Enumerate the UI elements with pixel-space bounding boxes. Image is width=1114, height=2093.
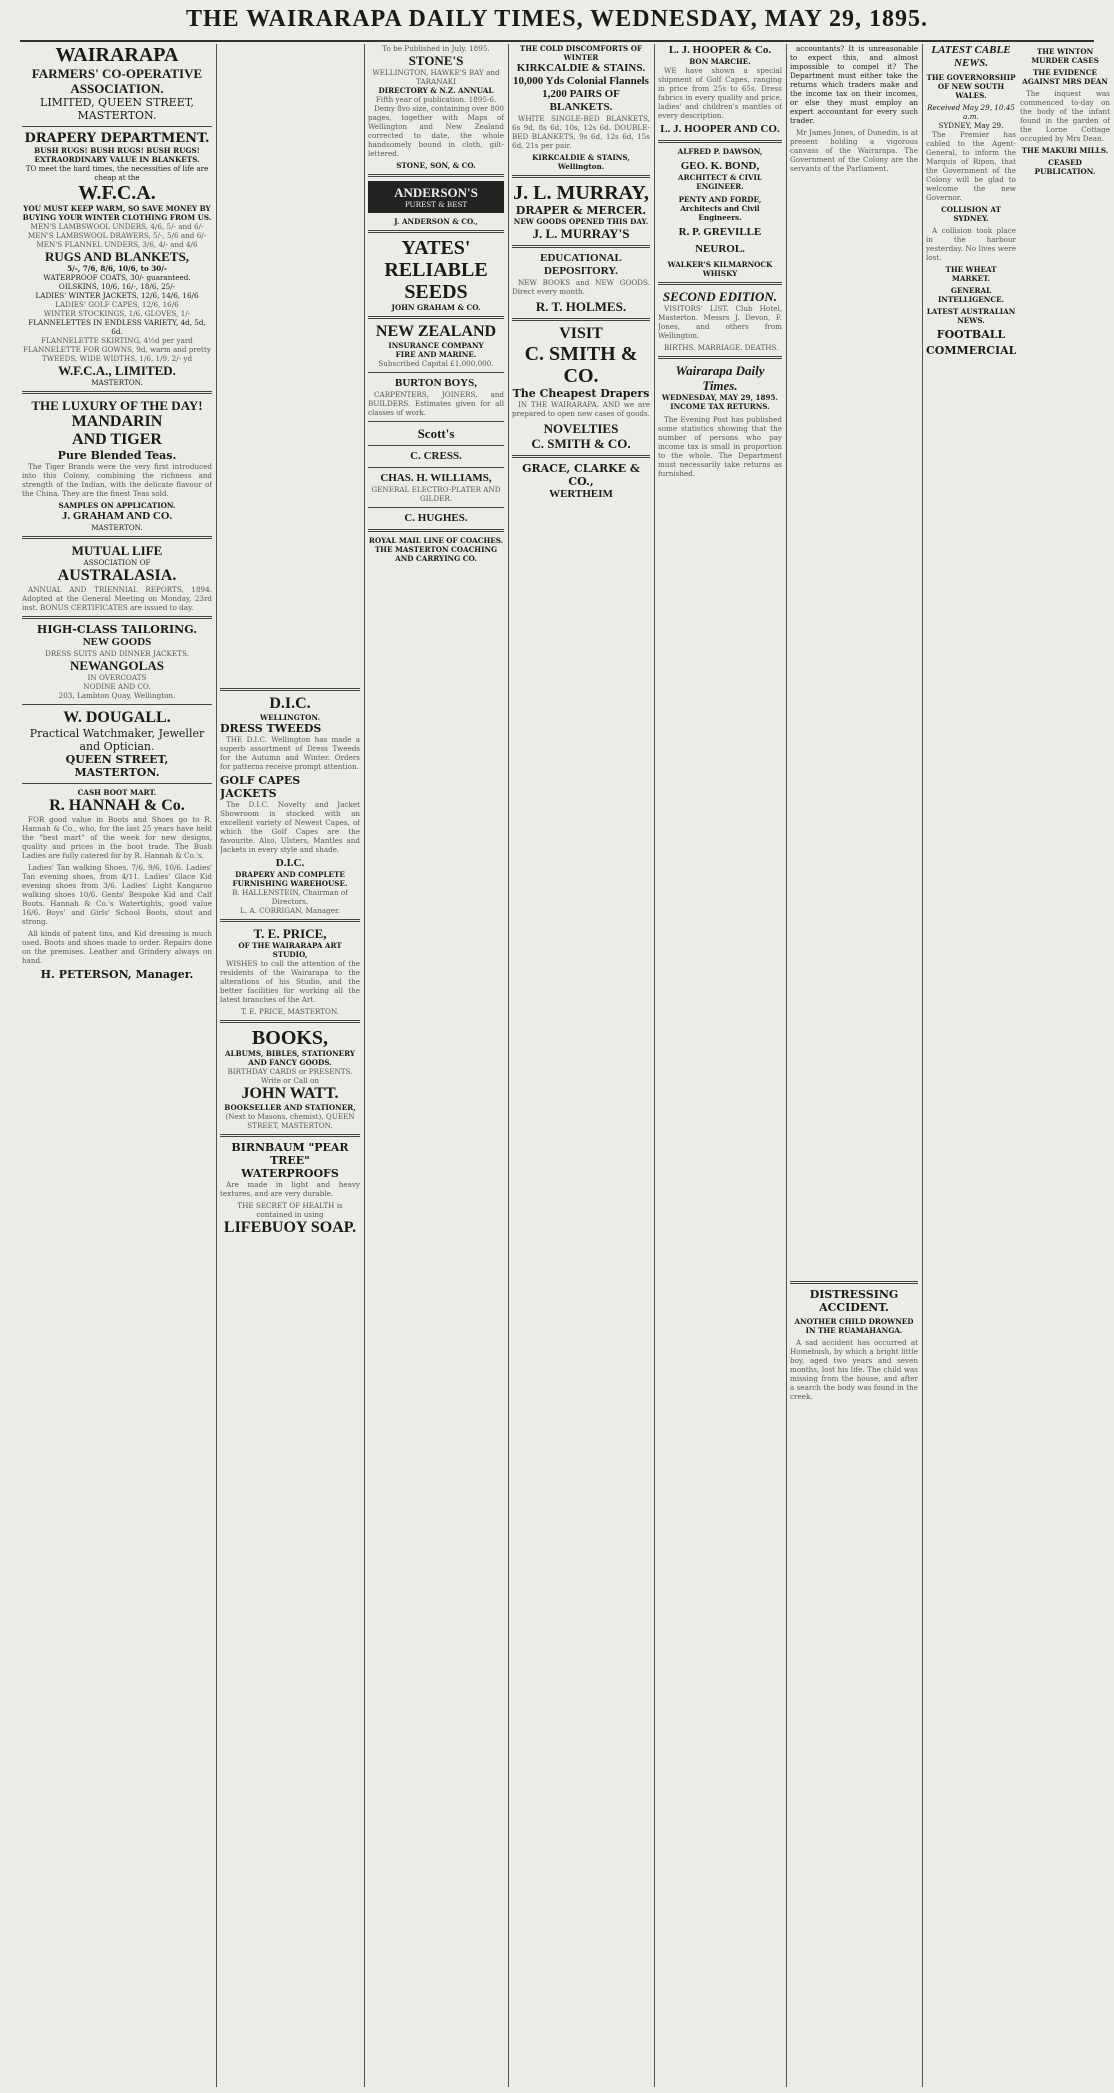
- ad-heading: 1,200 PAIRS OF BLANKETS.: [542, 88, 620, 113]
- column-divider: [654, 44, 655, 2087]
- article-subheading: ANOTHER CHILD DROWNED IN THE RUAMAHANGA.: [794, 1317, 914, 1335]
- column-5: [658, 44, 782, 2087]
- ad-heading: AND TIGER: [72, 431, 162, 448]
- ad-heading: D.I.C.: [275, 857, 305, 869]
- column-divider: [922, 44, 923, 2087]
- ad-heading: AUSTRALASIA.: [57, 567, 177, 584]
- ad-line: EXTRAORDINARY VALUE IN BLANKETS.: [34, 155, 200, 164]
- ad-line: WELLINGTON.: [260, 713, 320, 722]
- hooper-ad: L. J. HOOPER & Co. BON MARCHE. WE have shown a special shipment of Golf Capes, ranging in price from 25s to 65s. Dress fabrics in every quality and price, ladies' and children's mantles of every description. L. J. HOOPER AND CO.: [658, 44, 782, 135]
- ad-heading: WALKER'S KILMARNOCK WHISKY: [667, 260, 773, 278]
- ad-heading: MANDARIN: [71, 413, 163, 430]
- article-paragraph: accountants? It is unreasonable to expect this, and almost impossible to compel it? The Department must either take the returns which traders make and the income tax on their incomes, or else they must employ an expert accountant for every such trader.: [790, 44, 918, 125]
- ad-line: BOOKSELLER AND STATIONER,: [224, 1103, 356, 1112]
- ad-line: Practical Watchmaker, Jeweller and Optician.: [29, 727, 205, 753]
- farmers-ad: WAIRARAPA FARMERS' CO-OPERATIVE ASSOCIATION. LIMITED, QUEEN STREET, MASTERTON. DRAPERY DEPARTMENT. BUSH RUGS! BUSH RUGS! BUSH RUGS! EXTRAORDINARY VALUE IN BLANKETS. TO meet the hard times, the necessities of life are cheap at the W.F.C.A. YOU MUST KEEP WARM, SO SAVE MONEY BY BUYING YOUR WINTER CLOTHING FROM US. MEN'S LAMBSWOOL UNDERS, 4/6, 5/- and 6/- MEN'S LAMBSWOOL DRAWERS, 5/-, 5/6 and 6/- MEN'S FLANNEL UNDERS, 3/6, 4/- and 4/6 RUGS AND BLANKETS, 5/-, 7/6, 8/6, 10/6, to 30/- WATERPROOF COATS, 30/- guaranteed. OILSKINS, 10/6, 16/-, 18/6, 25/- LADIES' WINTER JACKETS, 12/6, 14/6, 16/6 LADIES' GOLF CAPES, 12/6, 16/6 WINTER STOCKINGS, 1/6, GLOVES, 1/- FLANNELETTES IN ENDLESS VARIETY, 4d, 5d, 6d. FLANNELETTE SKIRTING, 4½d per yard FLANNELETTE FOR GOWNS, 9d, warm and pretty TWEEDS, WIDE WIDTHS, 1/6, 1/9, 2/- yd W.F.C.A., LIMITED. MASTERTON.: [22, 44, 212, 387]
- ad-line: YOU MUST KEEP WARM, SO SAVE MONEY BY BUYING YOUR WINTER CLOTHING FROM US.: [22, 204, 212, 222]
- ad-heading: BURTON BOYS,: [395, 377, 477, 389]
- column-divider: [216, 44, 217, 2087]
- ad-heading: NEW ZEALAND: [375, 323, 497, 340]
- grace-ad: [512, 462, 650, 501]
- ad-line: BON MARCHE.: [689, 57, 751, 66]
- editorial-masthead: [658, 363, 782, 411]
- murray-ad: [512, 182, 650, 241]
- ad-subheading: FARMERS' CO-OPERATIVE ASSOCIATION.: [31, 66, 203, 96]
- walker-ad: [658, 260, 782, 278]
- hughes-ad: [368, 512, 504, 525]
- ad-line: LADIES' WINTER JACKETS, 12/6, 14/6, 16/6: [35, 291, 199, 300]
- article-continued: accountants? It is unreasonable to expect this, and almost impossible to compel it? The Department must either take the returns which traders make and the income tax on their incomes, or else they must employ an expert accountant for every such trader. Mr James Jones, of Dunedin, is at present holding a vigorous canvass of the Wairarapa. The Government of the Colony are the servants of the Parliament.: [790, 44, 918, 173]
- ad-heading: MUTUAL LIFE: [71, 543, 163, 558]
- column-divider: [364, 44, 365, 2087]
- issue-date: WEDNESDAY, MAY 29, 1895.: [661, 393, 778, 402]
- ad-heading: DRESS TWEEDS: [220, 722, 322, 735]
- ad-line: OF THE WAIRARAPA ART STUDIO,: [238, 941, 342, 959]
- ad-line: WATERPROOF COATS, 30/- guaranteed.: [43, 273, 191, 282]
- ad-line: 5/-, 7/6, 8/6, 10/6, to 30/-: [67, 264, 167, 273]
- article-heading: INCOME TAX RETURNS.: [670, 402, 770, 411]
- ad-line: TO meet the hard times, the necessities of life are cheap at the: [25, 164, 209, 182]
- ad-heading: NOVELTIES: [543, 421, 619, 436]
- ad-line: Pure Blended Teas.: [57, 449, 177, 462]
- column-3: [368, 44, 504, 2087]
- ad-heading: NEW GOODS: [82, 636, 152, 648]
- ad-heading: ANDERSON'S: [394, 185, 478, 200]
- birnbaum-ad: BIRNBAUM "PEAR TREE" WATERPROOFS Are made in light and heavy textures, and are very durable. THE SECRET OF HEALTH is contained in using LIFEBUOY SOAP.: [220, 1141, 360, 1236]
- williams-ad: CHAS. H. WILLIAMS, GENERAL ELECTRO-PLATER AND GILDER.: [368, 472, 504, 503]
- newspaper-title: THE WAIRARAPA DAILY TIMES, WEDNESDAY, MAY 29, 1895.: [185, 6, 929, 32]
- article-heading: THE WINTON MURDER CASES: [1031, 47, 1099, 65]
- ad-heading: CHAS. H. WILLIAMS,: [380, 472, 492, 484]
- ad-heading: C. SMITH & CO.: [531, 436, 631, 451]
- ad-line: NEW GOODS OPENED THIS DAY.: [513, 217, 649, 226]
- cress-ad: [368, 450, 504, 463]
- column-6: [790, 44, 918, 2087]
- scott-ad: [368, 426, 504, 441]
- section-heading: Wairarapa Daily Times.: [675, 363, 765, 393]
- ad-line: INSURANCE COMPANY: [388, 341, 484, 350]
- ad-heading: J. L. MURRAY,: [513, 182, 649, 204]
- ad-heading: HIGH-CLASS TAILORING.: [36, 623, 198, 636]
- mutual-life-ad: MUTUAL LIFE ASSOCIATION OF AUSTRALASIA. ANNUAL AND TRIENNIAL REPORTS, 1894. Adopted at the General Meeting on Monday, 23rd inst. BONUS CERTIFICATES are issued to day.: [22, 543, 212, 612]
- ad-heading: R. P. GREVILLE: [678, 226, 762, 238]
- ad-line: FIRE AND MARINE.: [395, 350, 477, 359]
- ad-heading: C. HUGHES.: [404, 512, 468, 524]
- ad-heading: WAIRARAPA: [55, 44, 179, 66]
- ad-line: SAMPLES ON APPLICATION.: [58, 501, 176, 510]
- ad-line: ASSOCIATION OF: [83, 558, 151, 567]
- ad-line: MASTERTON.: [91, 378, 143, 387]
- dawson-ad: [658, 147, 782, 156]
- ad-heading: DIRECTORY & N.Z. ANNUAL: [378, 86, 494, 95]
- tea-ad: THE LUXURY OF THE DAY! MANDARIN AND TIGER Pure Blended Teas. The Tiger Brands were the very first introduced into this Colony, combining the richness and strength of the Indian, with the delicate flavour of the China. They are the finest Teas sold. SAMPLES ON APPLICATION. J. GRAHAM AND CO. MASTERTON.: [22, 398, 212, 532]
- ad-heading: YATES' RELIABLE SEEDS: [384, 237, 488, 303]
- ad-line: FLANNELETTES IN ENDLESS VARIETY, 4d, 5d, 6d.: [28, 318, 206, 336]
- ad-heading: D.I.C.: [269, 695, 311, 712]
- column-divider: [508, 44, 509, 2087]
- ad-heading: GRACE, CLARKE & CO.,: [522, 462, 640, 488]
- books-ad: BOOKS, ALBUMS, BIBLES, STATIONERY AND FANCY GOODS. BIRTHDAY CARDS or PRESENTS. Write or Call on JOHN WATT. BOOKSELLER AND STATIONER, (Next to Masons, chemist), QUEEN STREET, MASTERTON.: [220, 1027, 360, 1130]
- coach-ad: [368, 536, 504, 563]
- price-ad: T. E. PRICE, OF THE WAIRARAPA ART STUDIO, WISHES to call the attention of the residents of the Wairarapa to the alterations of his Studio, and the better facilities for working all the latest branches of the Art. T. E. PRICE, MASTERTON.: [220, 926, 360, 1016]
- ad-heading: R. HANNAH & Co.: [49, 797, 185, 814]
- column-7: [926, 44, 1016, 2087]
- ad-heading: W.F.C.A.: [78, 182, 156, 204]
- ad-line: J. ANDERSON & CO.,: [394, 217, 478, 226]
- smith-ad: VISIT C. SMITH & CO. The Cheapest Drapers IN THE WAIRARAPA. AND we are prepared to open new cases of goods. NOVELTIES C. SMITH & CO.: [512, 325, 650, 451]
- penty-ad: [658, 195, 782, 222]
- stones-ad: To be Published in July. 1895. STONE'S WELLINGTON, HAWKE'S BAY and TARANAKI DIRECTORY & N.Z. ANNUAL Fifth year of publication. 1895-6. Demy 8vo size, containing over 800 pages, together with Maps of Wellington and New Zealand corrected to date, the whole handsomely bound in cloth, gilt-lettered. STONE, SON, & CO.: [368, 44, 504, 170]
- cable-news: LATEST CABLE NEWS. THE GOVERNORSHIP OF NEW SOUTH WALES. Received May 29, 10.45 a.m. SYDNEY, May 29. The Premier has cabled to the Agent-General, to inform the Marquis of Ripon, that the Government of the Colony will be glad to welcome the new Governor. COLLISION AT SYDNEY. A collision took place in the harbour yesterday. No lives were lost. THE WHEAT MARKET. GENERAL INTELLIGENCE. LATEST AUSTRALIAN NEWS. FOOTBALL COMMERCIAL: [926, 44, 1016, 357]
- second-edition: SECOND EDITION. VISITORS' LIST. Club Hotel, Masterton. Messrs J. Devon, F. Jones, and others from Wellington. BIRTHS. MARRIAGE. DEATHS.: [658, 289, 782, 352]
- ad-heading: R. T. HOLMES.: [535, 299, 627, 314]
- ad-heading: J. GRAHAM AND CO.: [61, 510, 173, 522]
- tailoring-ad: HIGH-CLASS TAILORING. NEW GOODS DRESS SUITS AND DINNER JACKETS. NEWANGOLAS IN OVERCOATS NODINE AND CO. 203, Lambton Quay, Wellington.: [22, 623, 212, 700]
- section-heading: LATEST CABLE NEWS.: [931, 44, 1011, 69]
- dateline: SYDNEY, May 29.: [938, 121, 1004, 130]
- ad-line: THE MASTERTON COACHING AND CARRYING CO.: [374, 545, 498, 563]
- ad-heading: ALFRED P. DAWSON,: [677, 147, 763, 156]
- ad-heading: GOLF CAPES JACKETS: [220, 774, 301, 800]
- bond-ad: [658, 160, 782, 191]
- column-1: [22, 44, 212, 2087]
- article-subheading: THE EVIDENCE AGAINST MRS DEAN: [1022, 68, 1108, 86]
- hannah-ad: CASH BOOT MART. R. HANNAH & Co. FOR good value in Boots and Shoes go to R. Hannah & Co., who, for the last 25 years have held the "best mart" of the week for new designs, quality and prices in the boot trade. The Bush Ladies are fully catered for by R. Hannah & Co.'s. Ladies' Tan walking Shoes, 7/6, 9/6, 10/6. Ladies' Tan evening shoes, from 4/11. Ladies' Glace Kid evening shoes from 3/6. Ladies' Light Kangaroo walking shoes 10/6. Gents' Bespoke Kid and Calf Boots. Hannah & Co.'s Watertights, good value 16/6. Boys' and Girls' School Boots, stout and strong. All kinds of patent tins, and Kid dressing is much used. Boots and shoes made to order. Repairs done on the premises. Leather and Grindery always on hand. H. PETERSON, Manager.: [22, 788, 212, 981]
- ad-heading: THE LUXURY OF THE DAY!: [31, 398, 203, 413]
- ad-heading: STONE'S: [408, 53, 464, 68]
- ad-heading: WERTHEIM: [549, 488, 613, 500]
- ad-heading: L. J. HOOPER AND CO.: [660, 123, 780, 135]
- ad-line: QUEEN STREET, MASTERTON.: [65, 753, 169, 779]
- ad-line: MASTERTON.: [91, 523, 143, 532]
- ad-heading: W.F.C.A., LIMITED.: [58, 363, 176, 378]
- ad-heading: L. J. HOOPER & Co.: [668, 44, 772, 56]
- ad-line: RUGS AND BLANKETS,: [44, 249, 190, 264]
- kirkcaldie-ad: THE COLD DISCOMFORTS OF WINTER KIRKCALDIE & STAINS. 10,000 Yds Colonial Flannels 1,200 PAIRS OF BLANKETS. WHITE SINGLE-BED BLANKETS, 6s 9d, 8s 6d, 10s, 12s 6d. DOUBLE-BED BLANKETS, 9s 6d, 12s 6d, 15s 6d, 21s per pair. KIRKCALDIE & STAINS, Wellington.: [512, 44, 650, 171]
- masthead-rule: [20, 40, 1094, 42]
- ad-line: ARCHITECT & CIVIL ENGINEER.: [678, 173, 762, 191]
- article-heading: FOOTBALL: [936, 328, 1006, 341]
- ad-heading: J. L. MURRAY'S: [532, 226, 630, 241]
- ad-address: LIMITED, QUEEN STREET, MASTERTON.: [40, 96, 194, 122]
- article-heading: GENERAL INTELLIGENCE.: [937, 286, 1005, 304]
- holmes-ad: EDUCATIONAL DEPOSITORY. NEW BOOKS and NEW GOODS. Direct every month. R. T. HOLMES.: [512, 252, 650, 314]
- ad-heading: THE COLD DISCOMFORTS OF WINTER: [519, 44, 643, 62]
- ad-heading: CASH BOOT MART.: [77, 788, 157, 797]
- ad-heading: W. DOUGALL.: [63, 709, 171, 726]
- article-heading: THE GOVERNORSHIP OF NEW SOUTH WALES.: [926, 73, 1016, 100]
- dateline: Received May 29, 10.45 a.m.: [927, 103, 1015, 121]
- ad-line: DRAPERY DEPARTMENT.: [24, 131, 210, 146]
- article-heading: COLLISION AT SYDNEY.: [941, 205, 1001, 223]
- ad-heading: NEWANGOLAS: [70, 658, 164, 673]
- winton-article: THE WINTON MURDER CASES THE EVIDENCE AGAINST MRS DEAN The inquest was commenced to-day on the body of the infant found in the garden of the Lorne Cottage occupied by Mrs Dean. THE MAKURI MILLS. CEASED PUBLICATION.: [1020, 47, 1110, 176]
- ad-heading: KIRKCALDIE & STAINS.: [516, 62, 646, 74]
- distressing-article: DISTRESSING ACCIDENT. ANOTHER CHILD DROWNED IN THE RUAMAHANGA. A sad accident has occurred at Homebush, by which a bright little boy, aged two years and seven months, lost his life. The child was missing from the house, and after a search the body was found in the creek.: [790, 1288, 918, 1401]
- column-divider: [786, 44, 787, 2087]
- ad-heading: T. E. PRICE,: [253, 926, 327, 941]
- andersons-ad: ANDERSON'S PUREST & BEST: [368, 181, 504, 213]
- masthead: [0, 0, 1114, 40]
- ad-heading: EDUCATIONAL DEPOSITORY.: [540, 252, 622, 277]
- article-heading: LATEST AUSTRALIAN NEWS.: [926, 307, 1016, 325]
- ad-heading: VISIT: [559, 325, 603, 342]
- ad-heading: PENTY AND FORDE, Architects and Civil Engineers.: [678, 195, 762, 222]
- ad-heading: C. SMITH & CO.: [524, 343, 638, 387]
- neurol-ad: [658, 243, 782, 256]
- article-heading: DISTRESSING ACCIDENT.: [809, 1288, 899, 1314]
- ad-line: DRAPERY AND COMPLETE FURNISHING WAREHOUSE.: [232, 870, 348, 888]
- ad-heading: Scott's: [417, 426, 455, 441]
- burton-ad: BURTON BOYS, CARPENTERS, JOINERS, and BUILDERS. Estimates given for all classes of work.: [368, 377, 504, 417]
- ad-heading: C. CRESS.: [410, 450, 462, 462]
- column-8: [1020, 44, 1110, 2087]
- article-heading: THE MAKURI MILLS.: [1021, 146, 1109, 155]
- ad-heading: 10,000 Yds Colonial Flannels: [513, 75, 649, 87]
- article-heading: CEASED PUBLICATION.: [1034, 158, 1096, 176]
- column-2: [220, 44, 360, 2087]
- column-4: [512, 44, 650, 2087]
- ad-heading: BOOKS,: [251, 1027, 329, 1049]
- article-heading: THE WHEAT MARKET.: [945, 265, 997, 283]
- insurance-ad: NEW ZEALAND INSURANCE COMPANY FIRE AND MARINE. Subscribed Capital £1,000,000.: [368, 323, 504, 368]
- ad-heading: ROYAL MAIL LINE OF COACHES.: [368, 536, 504, 545]
- yates-ad: [368, 237, 504, 312]
- ad-heading: LIFEBUOY SOAP.: [223, 1219, 357, 1236]
- ad-line: H. PETERSON, Manager.: [40, 968, 194, 981]
- ad-heading: BIRNBAUM "PEAR TREE" WATERPROOFS: [231, 1141, 349, 1180]
- section-heading: SECOND EDITION.: [662, 289, 778, 304]
- ad-heading: JOHN WATT.: [241, 1085, 339, 1102]
- ad-line: KIRKCALDIE & STAINS, Wellington.: [532, 153, 630, 171]
- ad-line: The Cheapest Drapers: [512, 387, 650, 400]
- article-heading: COMMERCIAL: [926, 344, 1016, 357]
- greville-ad: [658, 226, 782, 239]
- editorial-text: The Evening Post has published some statistics showing that the number of persons who pay income tax is small in proportion to the whole. The Department must necessarily take returns as furnished.: [658, 415, 782, 478]
- dic-ad: D.I.C. WELLINGTON. DRESS TWEEDS THE D.I.C. Wellington has made a superb assortment of Dress Tweeds for the Autumn and Winter. Orders for patterns receive prompt attention. GOLF CAPES JACKETS The D.I.C. Novelty and Jacket Showroom is stocked with an excellent variety of Newest Capes, of which the Golf Capes are the favourite. Also, Ulsters, Mantles and Jackets in every style and shade. D.I.C. DRAPERY AND COMPLETE FURNISHING WAREHOUSE. B. HALLENSTEIN, Chairman of Directors. L. A. CORRIGAN, Manager.: [220, 695, 360, 915]
- ad-line: BUSH RUGS! BUSH RUGS! BUSH RUGS!: [34, 146, 200, 155]
- ad-heading: NEUROL.: [695, 243, 745, 255]
- ad-line: DRAPER & MERCER.: [515, 204, 647, 217]
- dougall-ad: [22, 709, 212, 779]
- ad-line: JOHN GRAHAM & CO.: [391, 303, 481, 312]
- ad-line: STONE, SON, & CO.: [396, 161, 476, 170]
- ad-line: OILSKINS, 10/6, 16/-, 18/6, 25/-: [58, 282, 176, 291]
- ad-heading: GEO. K. BOND,: [680, 160, 760, 172]
- ad-line: ALBUMS, BIBLES, STATIONERY AND FANCY GOODS.: [224, 1049, 356, 1067]
